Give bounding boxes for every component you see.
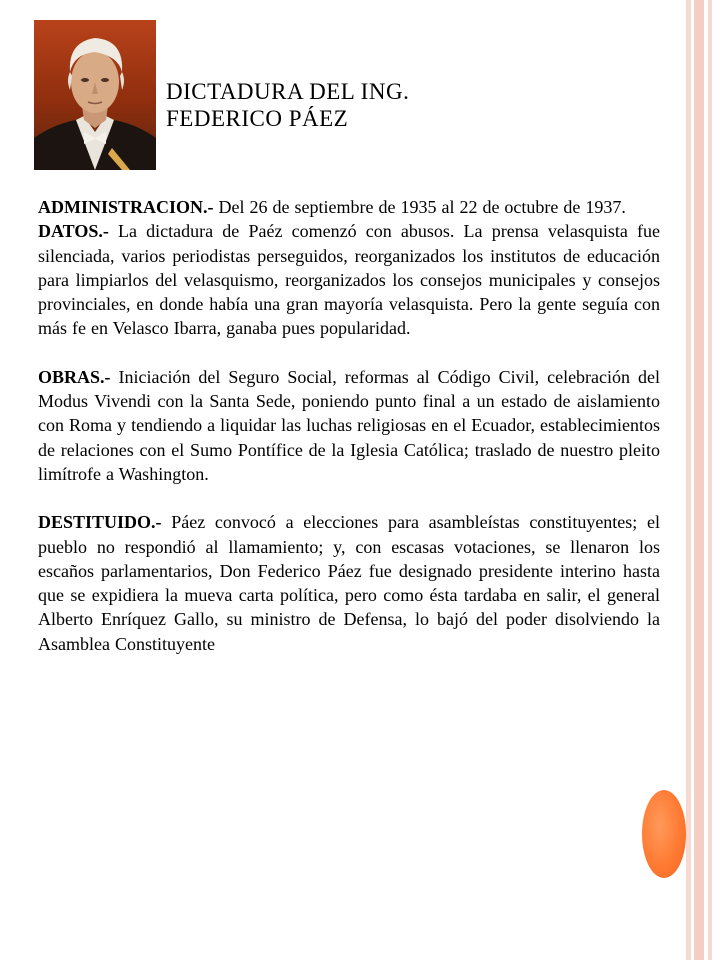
portrait-image	[34, 20, 156, 170]
section-label: DESTITUIDO	[38, 512, 152, 533]
decorative-border-stripes	[686, 0, 720, 960]
section-text: Iniciación del Seguro Social, reformas al Código Civil, celebración del Modus Vivendi con la Santa Sede, poniendo punto final a un estado de aislamiento con Roma y tendiendo a liquidar las luchas religiosas en el Ecuador, establecimientos de relaciones con el Sumo Pontífice de la Iglesia Católica; traslado de nuestro pleito limítrofe a Washington.	[38, 366, 660, 484]
section-separator: .-	[203, 197, 214, 217]
section-text: La dictadura de Paéz comenzó con abusos. La prensa velasquista fue silenciada, varios periodistas perseguidos, reorganizados los institutos de educación para limpiarlos del velasquismo, reorganizados los consejos municipales y consejos provinciales, en donde había una gran mayoría velasquista. Pero la gente seguía con más fe en Velasco Ibarra, ganaba pues popularidad.	[38, 221, 660, 339]
section-datos	[38, 219, 660, 340]
section-label: ADMINISTRACION	[38, 197, 204, 217]
decorative-orange-dot	[642, 790, 686, 878]
body-text	[38, 195, 660, 656]
title-line-2: FEDERICO PÁEZ	[166, 106, 349, 131]
portrait-drawing	[34, 20, 156, 170]
section-text: Páez convocó a elecciones para asambleístas constituyentes; el pueblo no respondió al llamamiento; y, con escasas votaciones, se llenaron los escaños parlamentarios, Don Federico Páez fue designado presidente interino hasta que se expidiera la mueva carta política, pero como ésta tardaba en salir, el general Alberto Enríquez Gallo, su ministro de Defensa, lo bajó del poder disolviendo la Asamblea Constituyente	[38, 512, 660, 654]
section-separator: .-	[151, 512, 162, 533]
title-line-1: DICTADURA DEL ING.	[166, 79, 410, 104]
section-administracion	[38, 195, 660, 219]
page-title	[166, 78, 496, 132]
section-label: DATOS	[38, 221, 99, 242]
section-text: Del 26 de septiembre de 1935 al 22 de octubre de 1937.	[213, 197, 626, 217]
section-separator: .-	[100, 366, 111, 387]
section-label: OBRAS	[38, 366, 101, 387]
section-destituido	[38, 510, 660, 656]
section-obras	[38, 365, 660, 486]
section-separator: .-	[98, 221, 109, 242]
